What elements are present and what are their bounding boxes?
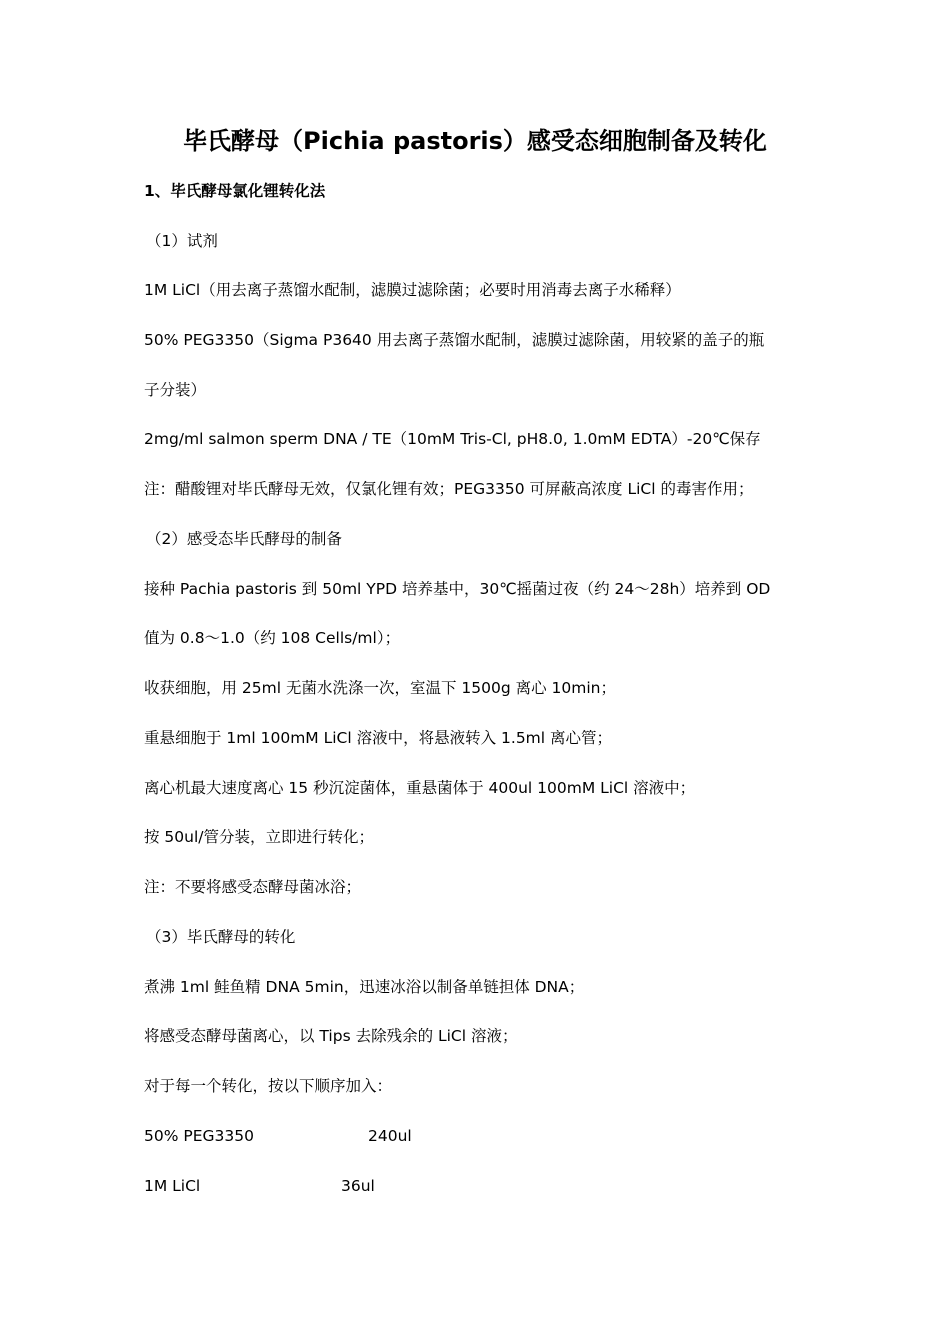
subsection-heading-transformation: （3）毕氏酵母的转化 xyxy=(146,928,296,946)
reagent-licl: 1M LiCl（用去离子蒸馏水配制，滤膜过滤除菌；必要时用消毒去离子水稀释） xyxy=(144,281,681,299)
trans-step-2: 将感受态酵母菌离心，以 Tips 去除残余的 LiCl 溶液； xyxy=(144,1027,518,1045)
prep-step-4: 离心机最大速度离心 15 秒沉淀菌体，重悬菌体于 400ul 100mM LiCl 溶液中； xyxy=(144,779,696,797)
section-heading: 1、毕氏酵母氯化锂转化法 xyxy=(144,182,326,200)
note-lithium: 注：醋酸锂对毕氏酵母无效，仅氯化锂有效；PEG3350 可屏蔽高浓度 LiCl 的毒害作用； xyxy=(144,480,754,498)
addition-reagent: 1M LiCl xyxy=(144,1177,201,1195)
trans-step-1: 煮沸 1ml 鲑鱼精 DNA 5min，迅速冰浴以制备单链担体 DNA； xyxy=(144,978,585,996)
prep-step-5: 按 50ul/管分装，立即进行转化； xyxy=(144,828,375,846)
addition-volume: 36ul xyxy=(341,1177,375,1195)
prep-step-1b: 值为 0.8～1.0（约 108 Cells/ml）； xyxy=(144,629,401,647)
subsection-heading-reagents: （1）试剂 xyxy=(146,232,218,250)
note-no-ice: 注：不要将感受态酵母菌冰浴； xyxy=(144,878,362,896)
prep-step-1a: 接种 Pachia pastoris 到 50ml YPD 培养基中，30℃摇菌过夜（约 24～28h）培养到 OD xyxy=(144,580,771,598)
prep-step-2: 收获细胞，用 25ml 无菌水洗涤一次，室温下 1500g 离心 10min； xyxy=(144,679,617,697)
reagent-dna: 2mg/ml salmon sperm DNA / TE（10mM Tris-Cl, pH8.0, 1.0mM EDTA）-20℃保存 xyxy=(144,430,761,448)
reagent-peg-line2: 子分装） xyxy=(144,381,207,399)
reagent-peg-line1: 50% PEG3350（Sigma P3640 用去离子蒸馏水配制，滤膜过滤除菌，用较紧的盖子的瓶 xyxy=(144,331,765,349)
addition-reagent: 50% PEG3350 xyxy=(144,1127,254,1145)
prep-step-3: 重悬细胞于 1ml 100mM LiCl 溶液中，将悬液转入 1.5ml 离心管； xyxy=(144,729,613,747)
subsection-heading-preparation: （2）感受态毕氏酵母的制备 xyxy=(146,530,342,548)
trans-step-3: 对于每一个转化，按以下顺序加入： xyxy=(144,1077,393,1095)
document-title: 毕氏酵母（Pichia pastoris）感受态细胞制备及转化 xyxy=(183,127,767,155)
addition-volume: 240ul xyxy=(368,1127,412,1145)
